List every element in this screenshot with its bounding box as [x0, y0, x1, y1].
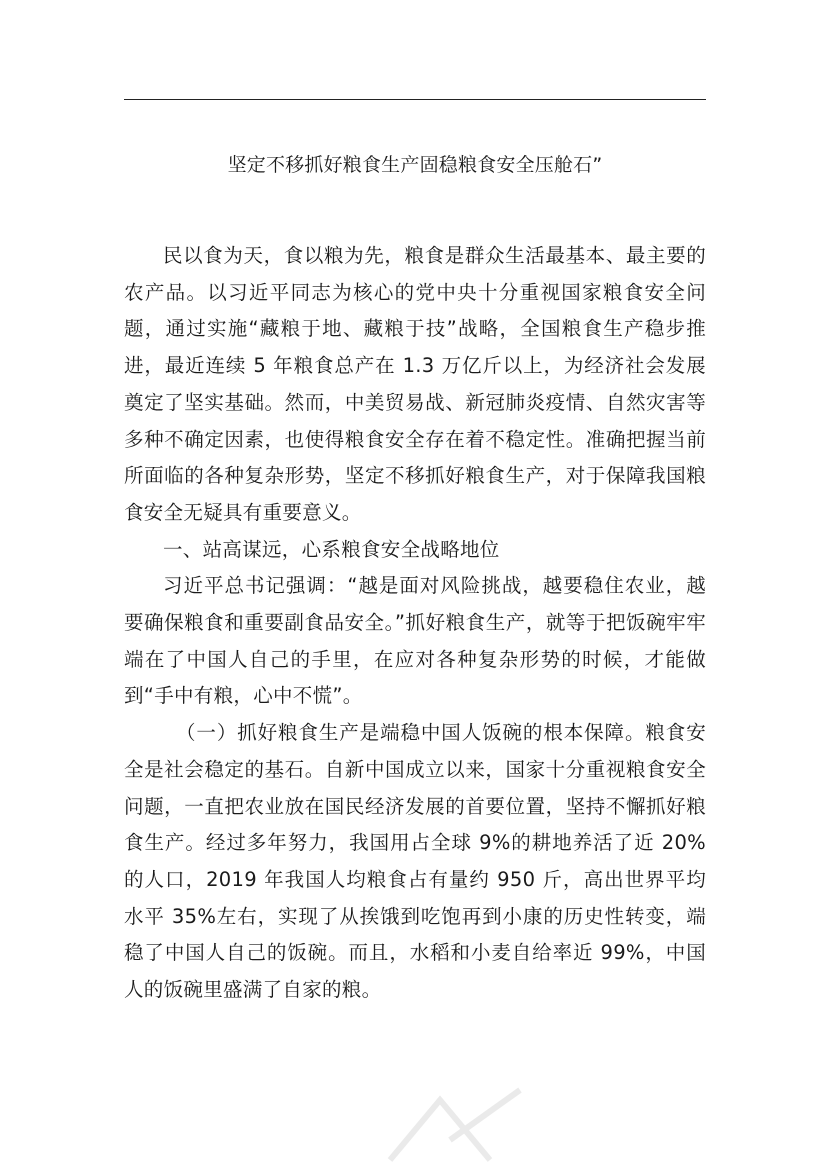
document-body — [124, 238, 706, 1009]
header-rule — [124, 99, 706, 100]
intro-paragraph: 民以食为天，食以粮为先，粮食是群众生活最基本、最主要的农产品。以习近平同志为核心的党中央十分重视国家粮食安全问题，通过实施“藏粮于地、藏粮于技”战略，全国粮食生产稳步推进，最近连续 5 年粮食总产在 1.3 万亿斤以上，为经济社会发展奠定了坚实基础。然而，中美贸易战、新冠肺炎疫情、自然灾害等多种不确定因素，也使得粮食安全存在着不稳定性。准确把握当前所面临的各种复杂形势，坚定不移抓好粮食生产，对于保障我国粮食安全无疑具有重要意义。 — [124, 244, 706, 524]
quote-paragraph: 习近平总书记强调：“越是面对风险挑战，越要稳住农业，越要确保粮食和重要副食品安全。”抓好粮食生产，就等于把饭碗牢牢端在了中国人自己的手里，在应对各种复杂形势的时候，才能做到“手中有粮，心中不慌”。 — [124, 574, 706, 708]
section-heading: 一、站高谋远，心系粮食安全战略地位 — [163, 537, 500, 561]
subsection-paragraph: （一）抓好粮食生产是端稳中国人饭碗的根本保障。粮食安全是社会稳定的基石。自新中国成立以来，国家十分重视粮食安全问题，一直把农业放在国民经济发展的首要位置，坚持不懈抓好粮食生产。经过多年努力，我国用占全球 9%的耕地养活了近 20%的人口，2019 年我国人均粮食占有量约 950 斤，高出世界平均水平 35%左右，实现了从挨饿到吃饱再到小康的历史性转变，端稳了中国人自己的饭碗。而且，水稻和小麦自给率近 99%，中国人的饭碗里盛满了自家的粮。 — [124, 721, 706, 1002]
watermark-icon — [380, 1080, 540, 1170]
document-title: 坚定不移抓好粮食生产固稳粮食安全压舱石” — [227, 154, 603, 176]
